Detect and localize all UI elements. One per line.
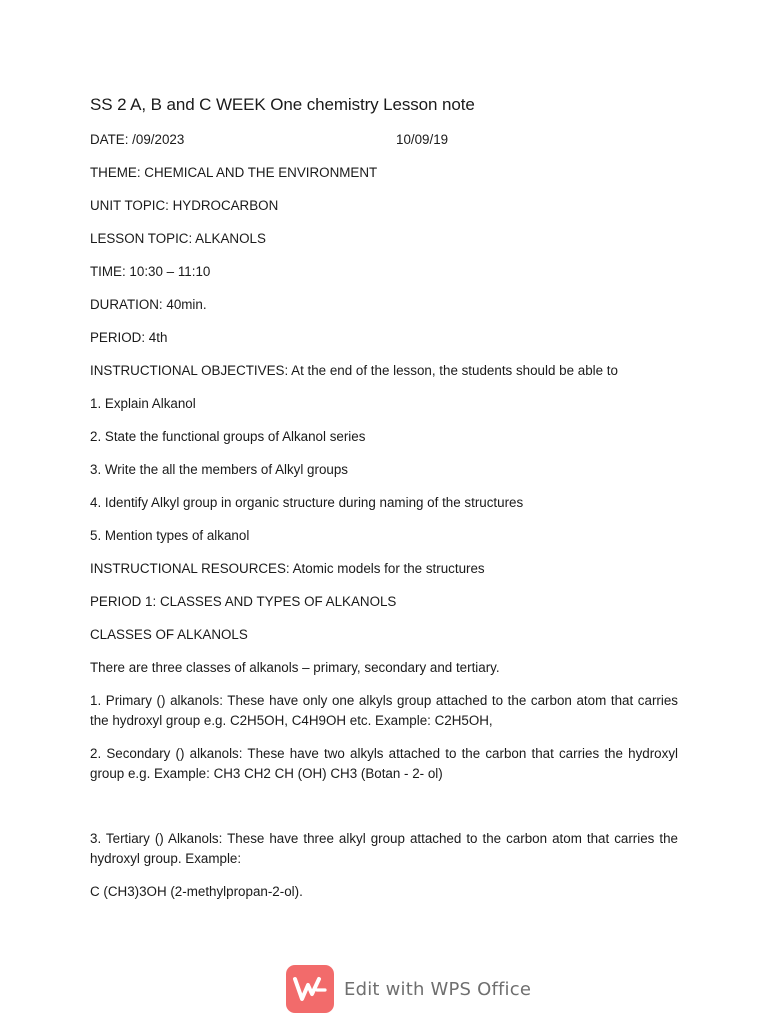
wps-logo-icon: [286, 965, 334, 1013]
wps-w-icon: [292, 974, 328, 1004]
classes-intro: There are three classes of alkanols – primary, secondary and tertiary.: [90, 660, 500, 675]
objective-item: 1. Explain Alkanol: [90, 396, 196, 411]
primary-paragraph: 1. Primary () alkanols: These have only one alkyls group attached to the carbon atom that carries the hydroxyl group e.g. C2H5OH, C4H9OH etc. Example: C2H5OH,: [90, 693, 678, 728]
period-line: PERIOD: 4th: [90, 330, 168, 345]
duration-line: DURATION: 40min.: [90, 297, 207, 312]
objective-item: 3. Write the all the members of Alkyl groups: [90, 462, 349, 477]
objectives-intro: INSTRUCTIONAL OBJECTIVES: At the end of the lesson, the students should be able to: [90, 363, 618, 378]
tertiary-paragraph: 3. Tertiary () Alkanols: These have three alkyl group attached to the carbon atom that carries the hydroxyl group. Example:: [90, 831, 678, 866]
document-title: SS 2 A, B and C WEEK One chemistry Lesson note: [90, 95, 475, 114]
objective-item: 2. State the functional groups of Alkanol series: [90, 429, 366, 444]
secondary-paragraph: 2. Secondary () alkanols: These have two alkyls attached to the carbon that carries the hydroxyl group e.g. Example: CH3 CH2 CH (OH) CH3 (Botan - 2- ol): [90, 746, 678, 781]
lesson-topic-line: LESSON TOPIC: ALKANOLS: [90, 231, 266, 246]
wps-edit-label[interactable]: Edit with WPS Office: [344, 978, 532, 1000]
resources-line: INSTRUCTIONAL RESOURCES: Atomic models for the structures: [90, 561, 485, 576]
objective-item: 4. Identify Alkyl group in organic structure during naming of the structures: [90, 495, 524, 510]
time-line: TIME: 10:30 – 11:10: [90, 264, 211, 279]
wps-edit-banner[interactable]: [286, 965, 531, 1013]
spacer: [90, 797, 678, 829]
date-row: [90, 130, 678, 150]
unit-topic-line: UNIT TOPIC: HYDROCARBON: [90, 198, 279, 213]
period1-heading: PERIOD 1: CLASSES AND TYPES OF ALKANOLS: [90, 594, 397, 609]
document-body: [90, 94, 678, 915]
date-value: 10/09/19: [396, 132, 449, 147]
objective-item: 5. Mention types of alkanol: [90, 528, 250, 543]
tertiary-example: C (CH3)3OH (2-methylpropan-2-ol).: [90, 884, 303, 899]
classes-heading: CLASSES OF ALKANOLS: [90, 627, 248, 642]
theme-line: THEME: CHEMICAL AND THE ENVIRONMENT: [90, 165, 378, 180]
date-field: DATE: /09/2023: [90, 132, 185, 147]
